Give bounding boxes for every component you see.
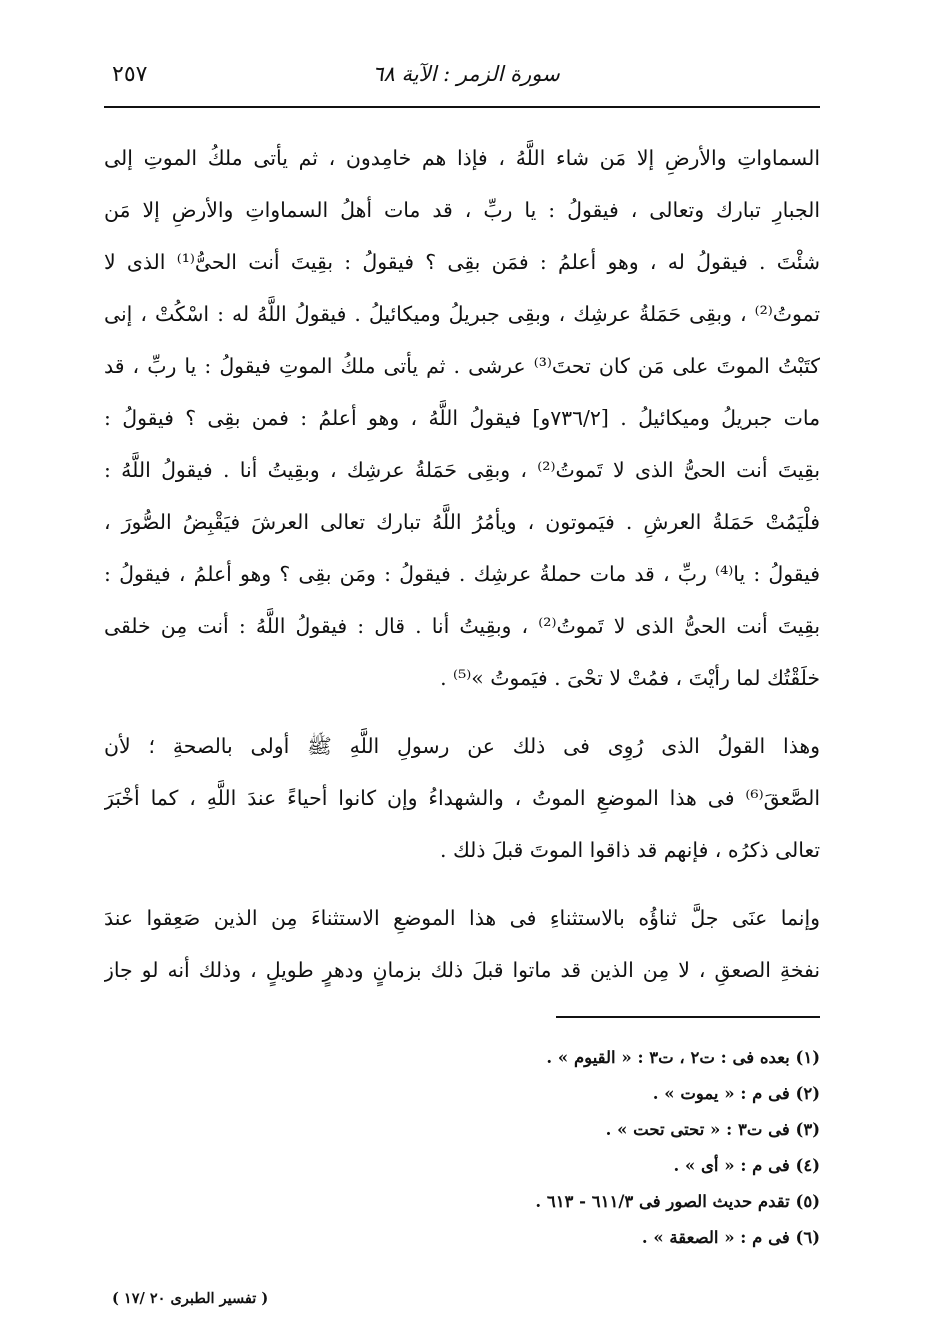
text-line: السماواتِ والأرضِ إلا مَن شاء اللَّهُ ، فإذا هم خامِدون ، ثم يأتى ملكُ الموتِ إلى [104,146,820,170]
text-line: وإنما عنَى جلَّ ثناؤُه بالاستثناءِ فى هذا الموضعِ الاستثناءَ مِن الذين صَعِقوا عندَ [104,906,820,930]
footnote-rule [556,1016,820,1018]
paragraph-1 [104,132,820,704]
footnotes [535,1040,820,1256]
text-line: كتَبْتُ الموتَ على مَن كان تحتَ⁽³⁾ عرشى . ثم يأتى ملكُ الموتِ فيقولُ : يا ربِّ ، قد [104,354,820,378]
text-line: بقِيتَ أنت الحىُّ الذى لا تَموتُ⁽²⁾ ، وبقِى حَمَلةُ عرشِك ، وبقِيتُ أنا . فيقولُ اللَّهُ : [104,458,820,482]
text-line: مات جبريلُ وميكائيلُ . [٧٣٦/٢و] فيقولُ اللَّهُ ، وهو أعلمُ : فمن بقِى ؟ فيقولُ : [104,406,820,430]
text-line: فلْيَمُتْ حَمَلةُ العرشِ . فيَموتون ، ويأمُرُ اللَّهُ تبارك تعالى العرشَ فيَقْبِضُ الصُّورَ ، [104,510,820,534]
paragraph-2 [104,720,820,876]
footnote: (٥) تقدم حديث الصور فى ٦١١/٣ - ٦١٣ . [535,1192,820,1211]
text-line: شئْتَ . فيقولُ له ، وهو أعلمُ : فمَن بقِى ؟ فيقولُ : بقِيتَ أنت الحىُّ⁽¹⁾ الذى لا [104,250,820,274]
footnote: (٣) فى ت٣ : « تحتى تحت » . [605,1120,820,1139]
text-line: الصَّعقَ⁽⁶⁾ فى هذا الموضعِ الموتُ ، والشهداءُ وإن كانوا أحياءً عندَ اللَّهِ ، كما أخْبَرَ [104,786,820,810]
header-title: سورة الزمر : الآية ٦٨ [372,62,560,86]
text-line: بقِيتَ أنت الحىُّ الذى لا تَموتُ⁽²⁾ ، وبقِيتُ أنا . قال : فيقولُ اللَّهُ : أنت مِن خلقى [104,614,820,638]
text-line: تعالى ذكرُه ، فإنهم قد ذاقوا الموتَ قبلَ ذلك . [439,838,820,862]
footnote: (٦) فى م : « الصعقة » . [641,1228,820,1247]
footnote: (١) بعده فى : ت٢ ، ت٣ : « القيوم » . [546,1048,820,1067]
text-line: فيقولُ : يا⁽⁴⁾ ربِّ ، قد مات حملةُ عرشِك . فيقولُ : ومَن بقِى ؟ وهو أعلمُ ، فيقولُ : [104,562,820,586]
text-line: نفخةِ الصعقِ ، لا مِن الذين قد ماتوا قبلَ ذلك بزمانٍ ودهرٍ طويلٍ ، وذلك أنه لو جاز [104,958,820,982]
paragraph-3 [104,892,820,996]
text-line: وهذا القولُ الذى رُوِى فى ذلك عن رسولِ اللَّهِ ﷺ أولى بالصحةِ ؛ لأن [104,734,820,758]
text-line: خلَقْتُك لما رأيْتَ ، فمُتْ لا تحْىَ . فيَموتُ »⁽⁵⁾ . [440,666,820,690]
header-rule [104,106,820,108]
footnote: (٤) فى م : « أى » . [673,1156,820,1175]
volume-signature: ( تفسير الطبرى ٢٠ /١٧ ) [112,1290,269,1307]
text-line: الجبارِ تبارك وتعالى ، فيقولُ : يا ربِّ ، قد مات أهلُ السماواتِ والأرضِ إلا مَن [104,198,820,222]
text-line: تموتُ⁽²⁾ ، وبقِى حَمَلةُ عرشِك ، وبقِى جبريلُ وميكائيلُ . فيقولُ اللَّهُ له : اسْكُتْ ، إنى [104,302,820,326]
page-number: ٢٥٧ [112,62,148,87]
footnote: (٢) فى م : « يموت » . [652,1084,820,1103]
running-header [112,62,820,92]
